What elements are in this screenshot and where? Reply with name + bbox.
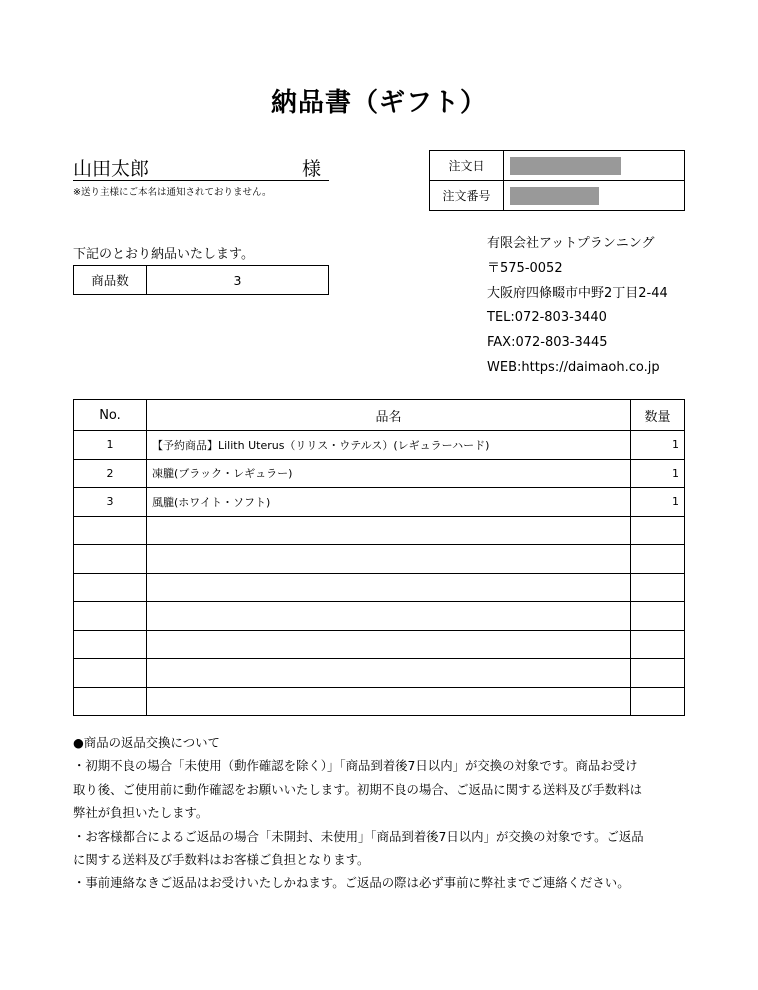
header-qty: 数量 [631,400,685,431]
order-date-label: 注文日 [430,151,504,181]
company-web: WEB:https://daimaoh.co.jp [487,359,660,375]
row-qty [631,516,685,545]
policy-line: ・お客様都合によるご返品の場合「未開封、未使用」「商品到着後7日以内」が交換の対象です。ご返品 [73,828,644,844]
company-postal: 〒575-0052 [487,260,563,276]
items-header-row [74,400,685,431]
row-no: 2 [74,459,147,488]
row-no [74,573,147,602]
row-name [147,573,631,602]
header-name: 品名 [147,400,631,431]
table-row [74,431,685,460]
row-name [147,659,631,688]
policy-line: 弊社が負担いたします。 [73,805,209,821]
recipient-block [73,152,329,181]
table-row [74,516,685,545]
sender-note: ※送り主様にご本名は通知されておりません。 [73,187,272,198]
row-qty: 1 [631,459,685,488]
order-number-row [430,181,685,211]
row-qty [631,630,685,659]
intro-text: 下記のとおり納品いたします。 [73,247,254,262]
row-no: 3 [74,488,147,517]
row-qty [631,545,685,574]
redacted-order-number [510,187,599,205]
row-name: 凍朧(ブラック・レギュラー) [147,459,631,488]
row-name [147,602,631,631]
policy-line: ・初期不良の場合「未使用（動作確認を除く）」「商品到着後7日以内」が交換の対象です。商品お受け [73,758,638,774]
row-qty [631,602,685,631]
table-row [74,573,685,602]
company-address: 大阪府四條畷市中野2丁目2-44 [487,285,668,301]
order-info-table [429,150,685,211]
policy-line: ・事前連絡なきご返品はお受けいたしかねます。ご返品の際は必ず事前に弊社までご連絡ください。 [73,875,630,891]
item-count-value: 3 [147,266,329,295]
items-table [73,399,685,716]
company-name: 有限会社アットプランニング [487,236,655,251]
order-date-row [430,151,685,181]
row-no [74,687,147,716]
row-qty: 1 [631,488,685,517]
row-qty: 1 [631,431,685,460]
row-no [74,602,147,631]
order-number-value [504,181,685,211]
header-no: No. [74,400,147,431]
order-number-label: 注文番号 [430,181,504,211]
policy-heading: ●商品の返品交換について [73,735,220,750]
company-fax: FAX:072-803-3445 [487,335,608,351]
row-qty [631,687,685,716]
company-info [487,232,668,381]
table-row [74,659,685,688]
table-row [74,602,685,631]
row-name [147,516,631,545]
row-qty [631,573,685,602]
return-policy [73,731,693,895]
row-name: 風朧(ホワイト・ソフト) [147,488,631,517]
recipient-honorific: 様 [301,158,321,180]
policy-line: 取り後、ご使用前に動作確認をお願いいたします。初期不良の場合、ご返品に関する送料及び手数料は [73,781,642,797]
row-name [147,687,631,716]
item-count-table [73,265,329,295]
table-row [74,488,685,517]
company-tel: TEL:072-803-3440 [487,310,607,326]
document-title: 納品書（ギフト） [270,88,487,118]
row-no [74,516,147,545]
table-row [74,459,685,488]
row-no: 1 [74,431,147,460]
row-no [74,630,147,659]
row-qty [631,659,685,688]
table-row [74,687,685,716]
row-name [147,545,631,574]
table-row [74,630,685,659]
table-row [74,545,685,574]
policy-line: に関する送料及び手数料はお客様ご負担となります。 [73,852,370,868]
order-date-value [504,151,685,181]
recipient-name: 山田太郎 [73,158,150,180]
row-name [147,630,631,659]
row-name: 【予約商品】Lilith Uterus（リリス・ウテルス）(レギュラーハード) [147,431,631,460]
row-no [74,659,147,688]
redacted-order-date [510,157,621,175]
item-count-label: 商品数 [74,266,147,295]
row-no [74,545,147,574]
